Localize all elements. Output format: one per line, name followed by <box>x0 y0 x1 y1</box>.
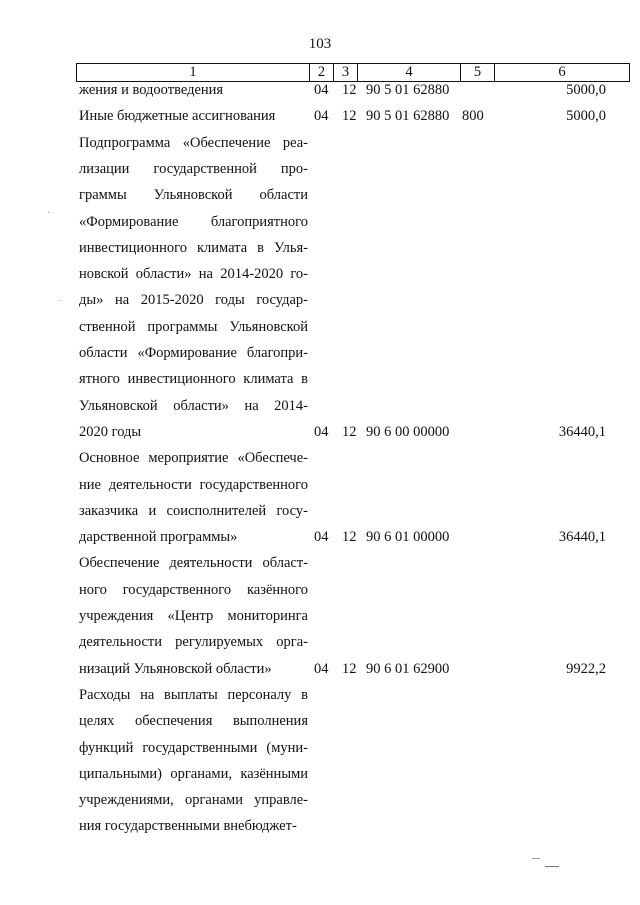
row-description-line: Обеспечение деятельности област- <box>79 555 308 572</box>
row-description-line: ние деятельности государственного <box>79 476 308 493</box>
row-description-line: лизации государственной про- <box>79 160 308 177</box>
row-col-2: 04 <box>314 660 329 677</box>
scan-speck <box>48 212 49 213</box>
row-col-2: 04 <box>314 529 329 546</box>
row-description-line: ятного инвестиционного климата в <box>79 371 308 388</box>
header-col-1: 1 <box>77 64 310 81</box>
row-col-5 <box>462 818 492 838</box>
row-col-3: 12 <box>342 529 357 546</box>
row-description-line: дарственной программы» <box>79 529 238 546</box>
row-description-line: целях обеспечения выполнения <box>79 713 308 730</box>
row-col-5 <box>462 529 492 549</box>
row-col-4 <box>366 818 460 838</box>
row-col-5: 800 <box>462 108 484 125</box>
row-col-6 <box>500 818 606 838</box>
row-description-line: Основное мероприятие «Обеспече- <box>79 450 308 467</box>
row-col-5 <box>462 661 492 681</box>
row-col-3 <box>342 818 362 838</box>
row-col-3: 12 <box>342 660 357 677</box>
row-col-6: 5000,0 <box>566 82 606 98</box>
row-col-4: 90 6 01 00000 <box>366 529 450 546</box>
row-description-line: инвестиционного климата в Улья- <box>79 239 308 256</box>
row-col-5 <box>462 82 492 102</box>
row-description-line: ды» на 2015-2020 годы государ- <box>79 292 308 309</box>
row-col-5 <box>462 424 492 444</box>
row-col-6: 9922,2 <box>566 660 606 677</box>
header-col-5: 5 <box>461 64 495 81</box>
page-number: 103 <box>308 36 332 52</box>
row-col-2: 04 <box>314 82 329 98</box>
row-col-4: 90 5 01 62880 <box>366 82 450 98</box>
row-description-line: деятельности регулируемых орга- <box>79 634 308 651</box>
header-col-6: 6 <box>558 64 566 80</box>
row-description-line: Ульяновской области» на 2014- <box>79 397 308 414</box>
row-description-line: заказчика и соисполнителей госу- <box>79 502 308 519</box>
header-col-4: 4 <box>358 64 461 81</box>
table-header <box>76 63 630 82</box>
row-col-4: 90 6 01 62900 <box>366 660 450 677</box>
row-col-6: 36440,1 <box>558 529 606 546</box>
row-col-2 <box>314 818 336 838</box>
row-description-line: учреждения «Центр мониторинга <box>79 608 308 624</box>
header-col-2: 2 <box>310 64 334 81</box>
row-description-line: граммы Ульяновской области <box>79 187 308 204</box>
row-description-line: «Формирование благоприятного <box>79 213 308 230</box>
scan-speck <box>532 858 540 859</box>
row-description-line: Расходы на выплаты персоналу в <box>79 686 308 703</box>
row-description-line: жения и водоотведения <box>79 82 224 98</box>
row-description-line: ственной программы Ульяновской <box>79 318 308 335</box>
row-col-3: 12 <box>342 108 357 125</box>
row-col-4: 90 5 01 62880 <box>366 108 450 125</box>
row-description-line: функций государственными (муни- <box>79 739 308 756</box>
row-description-line: учреждениями, органами управле- <box>79 792 308 809</box>
scan-speck <box>545 866 559 867</box>
row-col-3: 12 <box>342 82 357 98</box>
scan-speck <box>60 300 61 301</box>
row-description-line: ного государственного казённого <box>79 581 308 598</box>
row-description-line: новской области» на 2014-2020 го- <box>79 266 308 283</box>
row-description-line: 2020 годы <box>79 423 142 440</box>
row-col-4: 90 6 00 00000 <box>366 423 450 440</box>
row-description-line: ния государственными внебюджет- <box>79 818 297 835</box>
row-col-2: 04 <box>314 423 329 440</box>
row-description-line: низаций Ульяновской области» <box>79 660 272 677</box>
row-description-line: области «Формирование благопри- <box>79 345 308 361</box>
row-col-6: 5000,0 <box>566 108 606 125</box>
row-description-line: Иные бюджетные ассигнования <box>79 108 276 125</box>
header-col-3: 3 <box>334 64 358 81</box>
row-col-3: 12 <box>342 423 357 440</box>
row-col-2: 04 <box>314 108 329 125</box>
row-col-6: 36440,1 <box>558 423 606 440</box>
row-description-line: Подпрограмма «Обеспечение реа- <box>79 134 308 151</box>
row-description-line: ципальными) органами, казёнными <box>79 765 308 782</box>
